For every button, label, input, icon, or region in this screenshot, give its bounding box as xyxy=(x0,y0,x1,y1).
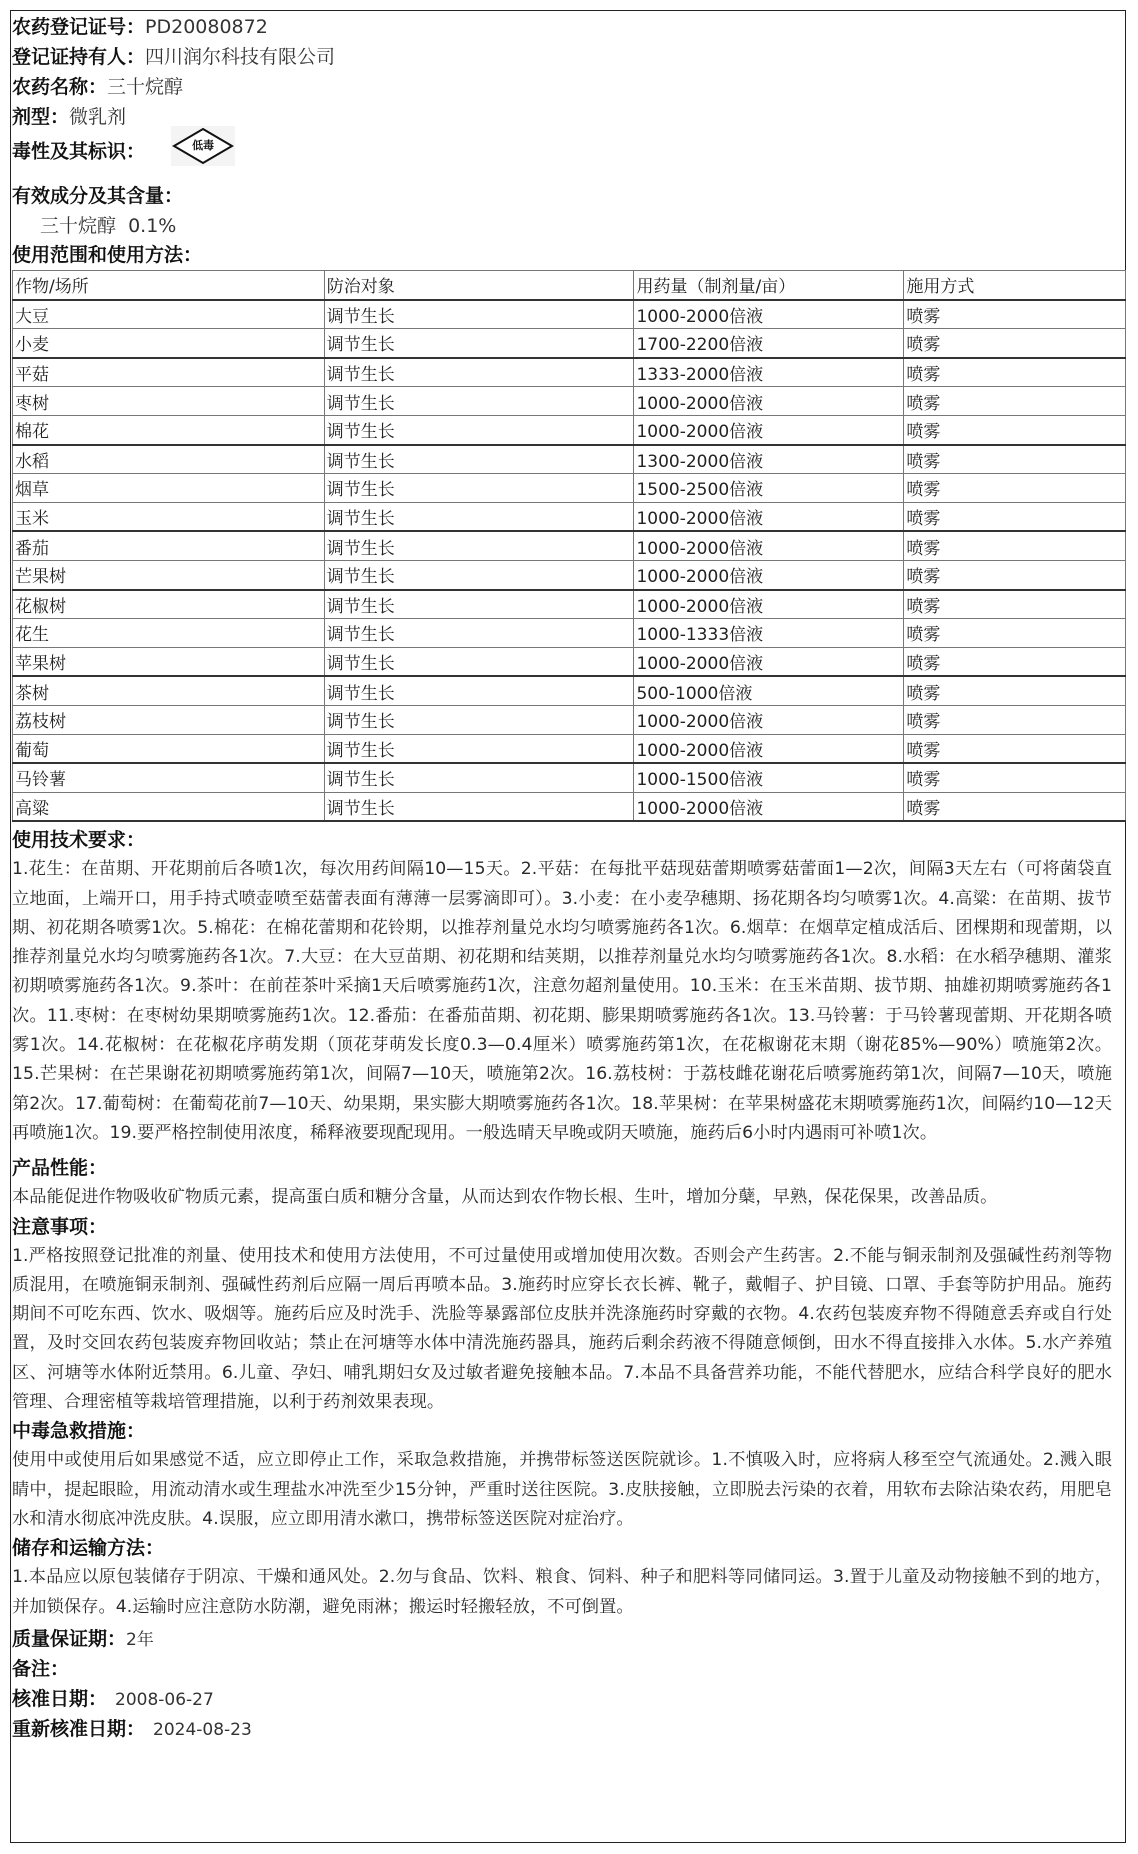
method-cell: 喷雾 xyxy=(904,329,1126,358)
table-row xyxy=(13,792,1126,821)
target-cell: 调节生长 xyxy=(324,705,634,734)
dosage-cell: 1000-2000倍液 xyxy=(634,590,904,619)
target-cell: 调节生长 xyxy=(324,415,634,444)
table-header-row xyxy=(13,271,1126,300)
column-header-dosage: 用药量（制剂量/亩） xyxy=(634,271,904,300)
dosage-cell: 1000-2000倍液 xyxy=(634,647,904,676)
method-cell: 喷雾 xyxy=(904,792,1126,821)
holder-label: 登记证持有人： xyxy=(12,46,146,68)
table-row xyxy=(13,300,1126,329)
reapproval-date: 2024-08-23 xyxy=(153,1719,252,1740)
crop-cell: 小麦 xyxy=(13,329,325,358)
crop-cell: 花椒树 xyxy=(13,590,325,619)
table-row xyxy=(13,590,1126,619)
holder-name: 四川润尔科技有限公司 xyxy=(145,46,336,68)
shelf-life-label: 质量保证期： xyxy=(12,1627,127,1650)
target-cell: 调节生长 xyxy=(324,474,634,503)
technique-text: 1.花生：在苗期、开花期前后各喷1次，每次用药间隔10—15天。2.平菇：在每批平菇现菇蕾期喷雾菇蕾面1—2次，间隔3天左右（可将菌袋直立地面，上端开口，用手持式喷壶喷至菇蕾表面有薄薄一层雾滴即可）。3.小麦：在小麦孕穗期、扬花期各均匀喷雾1次。4.高粱：在苗期、拔节期、初花期各喷雾1次。5.棉花：在棉花蕾期和花铃期，以推荐剂量兑水均匀喷雾施药各1次。6.烟草：在烟草定植成活后、团棵期和现蕾期，以推荐剂量兑水均匀喷雾施药各1次。7.大豆：在大豆苗期、初花期和结荚期，以推荐剂量兑水均匀喷雾施药各1次。8.水稻：在水稻孕穗期、灌浆初期喷雾施药各1次。9.茶叶：在前茬茶叶采摘1天后喷雾施药1次，注意勿超剂量使用。10.玉米：在玉米苗期、拔节期、抽雄初期喷雾施药各1次。11.枣树：在枣树幼果期喷雾施药1次。12.番茄：在番茄苗期、初花期、膨果期喷雾施药各1次。13.马铃薯：于马铃薯现蕾期、开花期各喷雾1次。14.花椒树：在花椒花序萌发期（顶花芽萌发长度0.3—0.4厘米）喷雾施药第1次，在花椒谢花末期（谢花85%—90%）喷施第2次。15.芒果树：在芒果谢花初期喷雾施药第1次，间隔7—10天，喷施第2次。16.荔枝树：于荔枝雌花谢花后喷雾施药第1次，间隔7—10天，喷施第2次。17.葡萄树：在葡萄花前7—10天、幼果期，果实膨大期喷雾施药各1次。18.苹果树：在苹果树盛花末期喷雾施药1次，间隔约10—12天再喷施1次。19.要严格控制使用浓度，稀释液要现配现用。一般选晴天早晚或阴天喷施，施药后6小时内遇雨可补喷1次。 xyxy=(12,859,1112,1143)
target-cell: 调节生长 xyxy=(324,387,634,416)
first-aid-title: 中毒急救措施： xyxy=(12,1420,146,1443)
performance-title: 产品性能： xyxy=(12,1157,108,1180)
method-cell: 喷雾 xyxy=(904,590,1126,619)
method-cell: 喷雾 xyxy=(904,734,1126,763)
registration-number-line xyxy=(12,12,1124,42)
shelf-life: 2年 xyxy=(126,1629,154,1650)
dosage-cell: 1000-2000倍液 xyxy=(634,300,904,329)
reapproval-date-line xyxy=(12,1714,1124,1744)
dosage-cell: 1000-2000倍液 xyxy=(634,531,904,560)
table-row xyxy=(13,329,1126,358)
method-cell: 喷雾 xyxy=(904,560,1126,589)
crop-cell: 葡萄 xyxy=(13,734,325,763)
method-cell: 喷雾 xyxy=(904,358,1126,387)
dosage-cell: 1300-2000倍液 xyxy=(634,445,904,474)
crop-cell: 花生 xyxy=(13,619,325,648)
remarks-line xyxy=(12,1654,1124,1684)
approval-date-label: 核准日期： xyxy=(12,1687,108,1710)
first-aid-text: 使用中或使用后如果感觉不适，应立即停止工作，采取急救措施，并携带标签送医院就诊。1.不慎吸入时，应将病人移至空气流通处。2.溅入眼睛中，提起眼睑，用流动清水或生理盐水冲洗至少15分钟，严重时送往医院。3.皮肤接触，立即脱去污染的衣着，用软布去除沾染农药，用肥皂水和清水彻底冲洗皮肤。4.误服，应立即用清水漱口，携带标签送医院对症治疗。 xyxy=(12,1450,1112,1529)
usage-title: 使用范围和使用方法： xyxy=(12,244,203,266)
dosage-cell: 1500-2500倍液 xyxy=(634,474,904,503)
table-row xyxy=(13,705,1126,734)
performance-text: 本品能促进作物吸收矿物质元素，提高蛋白质和糖分含量，从而达到农作物长根、生叶，增加分蘖，早熟，保花保果，改善品质。 xyxy=(12,1187,998,1208)
crop-cell: 茶树 xyxy=(13,676,325,705)
column-header-method: 施用方式 xyxy=(904,271,1126,300)
dosage-cell: 1000-2000倍液 xyxy=(634,705,904,734)
table-row xyxy=(13,676,1126,705)
target-cell: 调节生长 xyxy=(324,300,634,329)
low-toxicity-diamond-icon xyxy=(171,126,235,166)
reapproval-date-label: 重新核准日期： xyxy=(12,1717,146,1740)
method-cell: 喷雾 xyxy=(904,619,1126,648)
table-row xyxy=(13,560,1126,589)
dosage-cell: 1000-2000倍液 xyxy=(634,792,904,821)
table-row xyxy=(13,474,1126,503)
holder-line xyxy=(12,42,1124,72)
remarks-label: 备注： xyxy=(12,1657,70,1680)
method-cell: 喷雾 xyxy=(904,300,1126,329)
toxicity-line xyxy=(12,132,1124,180)
crop-cell: 番茄 xyxy=(13,531,325,560)
table-row xyxy=(13,358,1126,387)
ingredients-title: 有效成分及其含量： xyxy=(12,185,184,207)
usage-table xyxy=(12,270,1126,822)
dosage-cell: 1000-2000倍液 xyxy=(634,560,904,589)
method-cell: 喷雾 xyxy=(904,387,1126,416)
formulation-label: 剂型： xyxy=(12,106,70,128)
method-cell: 喷雾 xyxy=(904,474,1126,503)
target-cell: 调节生长 xyxy=(324,734,634,763)
toxicity-badge-text: 低毒 xyxy=(192,139,215,152)
toxicity-label: 毒性及其标识： xyxy=(12,140,146,163)
crop-cell: 马铃薯 xyxy=(13,763,325,792)
target-cell: 调节生长 xyxy=(324,676,634,705)
registration-number: PD20080872 xyxy=(145,16,268,38)
pesticide-label-document xyxy=(12,12,1124,1744)
target-cell: 调节生长 xyxy=(324,502,634,531)
storage-title: 储存和运输方法： xyxy=(12,1537,165,1560)
approval-date: 2008-06-27 xyxy=(115,1689,214,1710)
crop-cell: 苹果树 xyxy=(13,647,325,676)
dosage-cell: 1000-2000倍液 xyxy=(634,415,904,444)
target-cell: 调节生长 xyxy=(324,358,634,387)
pesticide-name-line xyxy=(12,72,1124,102)
precautions-text: 1.严格按照登记批准的剂量、使用技术和使用方法使用，不可过量使用或增加使用次数。否则会产生药害。2.不能与铜汞制剂及强碱性药剂等物质混用，在喷施铜汞制剂、强碱性药剂后应隔一周后再喷本品。3.施药时应穿长衣长裤、靴子，戴帽子、护目镜、口罩、手套等防护用品。施药期间不可吃东西、饮水、吸烟等。施药后应及时洗手、洗脸等暴露部位皮肤并洗涤施药时穿戴的衣物。4.农药包装废弃物不得随意丢弃或自行处置，及时交回农药包装废弃物回收站；禁止在河塘等水体中清洗施药器具，施药后剩余药液不得随意倾倒，田水不得直接排入水体。5.水产养殖区、河塘等水体附近禁用。6.儿童、孕妇、哺乳期妇女及过敏者避免接触本品。7.本品不具备营养功能，不能代替肥水，应结合科学良好的肥水管理、合理密植等栽培管理措施，以利于药剂效果表现。 xyxy=(12,1245,1112,1413)
table-row xyxy=(13,763,1126,792)
dosage-cell: 1000-2000倍液 xyxy=(634,502,904,531)
method-cell: 喷雾 xyxy=(904,531,1126,560)
method-cell: 喷雾 xyxy=(904,502,1126,531)
dosage-cell: 1000-1500倍液 xyxy=(634,763,904,792)
pesticide-name: 三十烷醇 xyxy=(107,76,184,98)
target-cell: 调节生长 xyxy=(324,619,634,648)
crop-cell: 棉花 xyxy=(13,415,325,444)
crop-cell: 枣树 xyxy=(13,387,325,416)
target-cell: 调节生长 xyxy=(324,763,634,792)
table-row xyxy=(13,531,1126,560)
target-cell: 调节生长 xyxy=(324,560,634,589)
crop-cell: 烟草 xyxy=(13,474,325,503)
method-cell: 喷雾 xyxy=(904,647,1126,676)
registration-number-label: 农药登记证号： xyxy=(12,16,146,38)
target-cell: 调节生长 xyxy=(324,531,634,560)
table-row xyxy=(13,647,1126,676)
method-cell: 喷雾 xyxy=(904,676,1126,705)
table-row xyxy=(13,387,1126,416)
dosage-cell: 1000-2000倍液 xyxy=(634,387,904,416)
table-row xyxy=(13,734,1126,763)
approval-date-line xyxy=(12,1684,1124,1714)
target-cell: 调节生长 xyxy=(324,590,634,619)
dosage-cell: 500-1000倍液 xyxy=(634,676,904,705)
target-cell: 调节生长 xyxy=(324,445,634,474)
shelf-life-line xyxy=(12,1624,1124,1654)
crop-cell: 水稻 xyxy=(13,445,325,474)
method-cell: 喷雾 xyxy=(904,415,1126,444)
column-header-crop: 作物/场所 xyxy=(13,271,325,300)
crop-cell: 平菇 xyxy=(13,358,325,387)
crop-cell: 玉米 xyxy=(13,502,325,531)
formulation: 微乳剂 xyxy=(69,106,127,128)
table-row xyxy=(13,415,1126,444)
technique-title: 使用技术要求： xyxy=(12,829,146,852)
crop-cell: 荔枝树 xyxy=(13,705,325,734)
method-cell: 喷雾 xyxy=(904,763,1126,792)
target-cell: 调节生长 xyxy=(324,647,634,676)
storage-text: 1.本品应以原包装储存于阴凉、干燥和通风处。2.勿与食品、饮料、粮食、饲料、种子和肥料等同储同运。3.置于儿童及动物接触不到的地方，并加锁保存。4.运输时应注意防水防潮，避免雨淋；搬运时轻搬轻放，不可倒置。 xyxy=(12,1567,1112,1617)
table-row xyxy=(13,445,1126,474)
crop-cell: 大豆 xyxy=(13,300,325,329)
crop-cell: 高粱 xyxy=(13,792,325,821)
table-row xyxy=(13,619,1126,648)
dosage-cell: 1333-2000倍液 xyxy=(634,358,904,387)
pesticide-name-label: 农药名称： xyxy=(12,76,108,98)
crop-cell: 芒果树 xyxy=(13,560,325,589)
dosage-cell: 1000-2000倍液 xyxy=(634,734,904,763)
precautions-title: 注意事项： xyxy=(12,1215,108,1238)
target-cell: 调节生长 xyxy=(324,792,634,821)
dosage-cell: 1000-1333倍液 xyxy=(634,619,904,648)
method-cell: 喷雾 xyxy=(904,445,1126,474)
method-cell: 喷雾 xyxy=(904,705,1126,734)
target-cell: 调节生长 xyxy=(324,329,634,358)
ingredients-text: 三十烷醇 0.1% xyxy=(40,215,177,237)
dosage-cell: 1700-2200倍液 xyxy=(634,329,904,358)
column-header-target: 防治对象 xyxy=(324,271,634,300)
table-row xyxy=(13,502,1126,531)
